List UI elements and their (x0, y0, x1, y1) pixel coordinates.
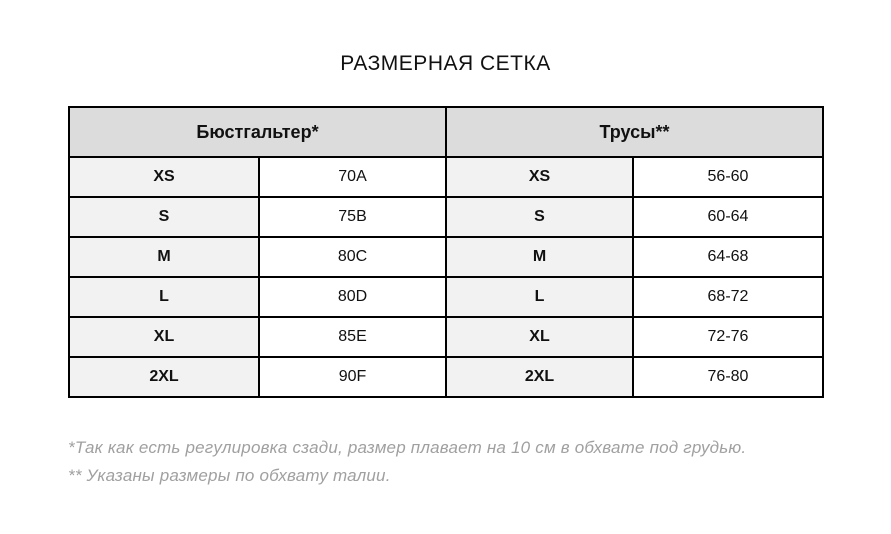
column-header-panties: Трусы** (446, 107, 823, 157)
table-row (69, 357, 823, 397)
footnotes (68, 434, 858, 490)
table-row (69, 237, 823, 277)
footnote-bra: *Так как есть регулировка сзади, размер плавает на 10 см в обхвате под грудью. (68, 438, 747, 457)
panties-value-cell: 68-72 (633, 277, 823, 317)
bra-size-cell: M (69, 237, 259, 277)
size-table (68, 106, 824, 398)
bra-value-cell: 80D (259, 277, 446, 317)
table-row (69, 197, 823, 237)
table-row (69, 277, 823, 317)
panties-size-cell: L (446, 277, 633, 317)
bra-size-cell: XL (69, 317, 259, 357)
table-header-row (69, 107, 823, 157)
bra-size-cell: XS (69, 157, 259, 197)
bra-value-cell: 80C (259, 237, 446, 277)
bra-value-cell: 90F (259, 357, 446, 397)
bra-value-cell: 70A (259, 157, 446, 197)
panties-size-cell: S (446, 197, 633, 237)
bra-size-cell: S (69, 197, 259, 237)
table-row (69, 317, 823, 357)
panties-value-cell: 64-68 (633, 237, 823, 277)
page-title: РАЗМЕРНАЯ СЕТКА (340, 52, 551, 75)
bra-size-cell: L (69, 277, 259, 317)
table-row (69, 157, 823, 197)
bra-size-cell: 2XL (69, 357, 259, 397)
panties-value-cell: 56-60 (633, 157, 823, 197)
bra-value-cell: 85E (259, 317, 446, 357)
panties-size-cell: M (446, 237, 633, 277)
panties-size-cell: XS (446, 157, 633, 197)
column-header-bra: Бюстгальтер* (69, 107, 446, 157)
panties-size-cell: XL (446, 317, 633, 357)
panties-value-cell: 76-80 (633, 357, 823, 397)
panties-value-cell: 60-64 (633, 197, 823, 237)
footnote-panties: ** Указаны размеры по обхвату талии. (68, 466, 391, 485)
panties-value-cell: 72-76 (633, 317, 823, 357)
bra-value-cell: 75B (259, 197, 446, 237)
panties-size-cell: 2XL (446, 357, 633, 397)
